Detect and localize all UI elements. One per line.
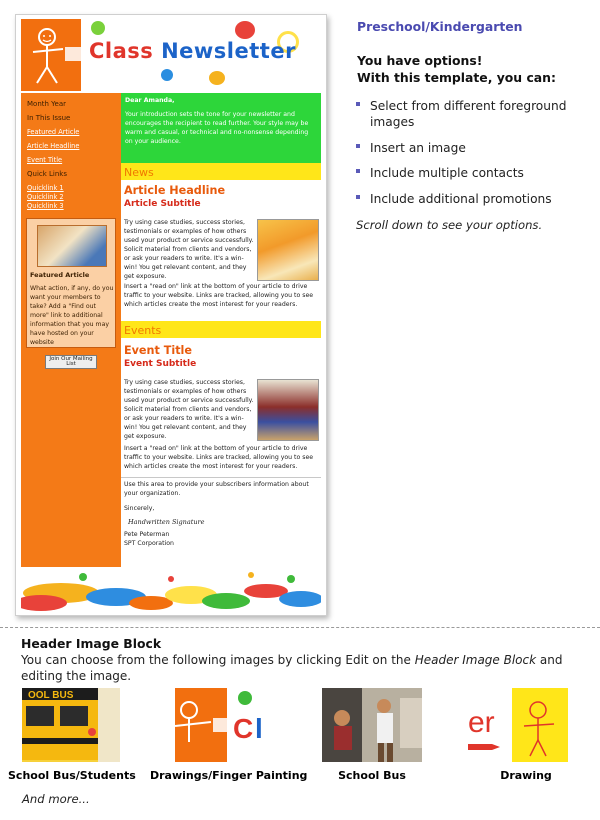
description-text-end: and editing the image. [21,653,563,684]
option-item [356,191,596,207]
option-text: Include additional promotions [370,191,552,206]
options-heading [357,53,556,86]
paint-splatter-footer-image [21,567,321,613]
article-subtitle: Article Subtitle [124,199,201,209]
paint-splash-icon [91,21,105,35]
options-heading-line2: With this template, you can: [357,69,556,85]
header-image-block-title: Header Image Block [21,636,162,651]
newsletter-main-column [121,93,321,567]
school-bus-photo-thumbnail[interactable] [322,688,422,762]
quicklink-3[interactable]: Quicklink 3 [27,202,64,210]
svg-text:er: er [468,706,495,739]
month-year-label: Month Year [27,100,66,108]
featured-article-text: What action, if any, do you want your members to take? Add a "Find out more" link to additional information that you may have hosted on your website [30,285,114,346]
bullet-icon [356,195,360,199]
newsletter-sidebar [21,93,121,567]
issue-link-event-title[interactable]: Event Title [27,156,63,164]
newsletter-title [89,39,296,63]
option-text: Include multiple contacts [370,166,524,181]
school-bus-thumbnail[interactable] [22,688,120,762]
thumbnail-label: Drawing [500,769,552,782]
svg-text:l: l [255,713,263,744]
bullet-icon [356,169,360,173]
paint-splash-icon [161,69,173,81]
description-emphasis: Header Image Block [414,653,537,667]
svg-text:C: C [233,713,254,744]
issue-link-featured-article[interactable]: Featured Article [27,128,80,136]
sincerely-text: Sincerely, [124,504,155,512]
scroll-note: Scroll down to see your options. [356,218,543,232]
article-read-on: Insert a "read on" link at the bottom of your article to drive traffic to your website. Links are tracked, allowing you to see which articles create the most interest for your readers. [124,283,314,308]
newsletter-preview [15,14,327,616]
bullet-icon [356,144,360,148]
quick-links-label: Quick Links [27,170,68,178]
option-item [356,165,596,181]
paint-splash-icon [209,71,225,85]
class-outing-photo [257,379,319,441]
intro-text: Your introduction sets the tone for your newsletter and encourages the recipient to read further. Your style may be warm and casual, or technical and no-nonsense depending on your audience. [125,110,309,145]
in-this-issue-label: In This Issue [27,114,71,122]
event-subtitle: Event Subtitle [124,359,197,369]
article-headline: Article Headline [124,184,226,197]
newsletter-title-part2: Newsletter [161,39,296,63]
newsletter-title-part1: Class [89,39,162,63]
divider [121,477,321,478]
stick-figure-drawing-icon [21,19,81,91]
featured-article-box [26,218,116,348]
svg-text:OOL BUS: OOL BUS [28,690,74,701]
description-text: You can choose from the following images by clicking Edit on the [21,653,415,667]
event-body: Try using case studies, success stories, testimonials or examples of how others used your product or service successfully. Solicit material from clients and vendors, or ask your readers to write. It's a win-win! You get relevant content, and they get exposure. [124,379,254,440]
header-image-block-description [21,652,587,684]
sender-name: Pete Peterman [124,531,170,539]
issue-link-article-headline[interactable]: Article Headline [27,142,80,150]
children-studying-photo [37,225,107,267]
red-handprint-icon [235,21,255,39]
handwritten-signature: Handwritten Signature [128,517,205,526]
bullet-icon [356,102,360,106]
girl-painting-photo [257,219,319,281]
article-body: Try using case studies, success stories, testimonials or examples of how others used your product or service successfully. Solicit material from clients and vendors, or ask your readers to write. It's a win-win! You get relevant content, and they get exposure. [124,219,254,280]
thumbnail-label: Drawings/Finger Painting [150,769,308,782]
newsletter-header-image[interactable] [21,19,321,93]
option-text: Insert an image [370,140,466,155]
greeting-block [121,93,321,163]
finger-painting-thumbnail[interactable] [175,688,277,762]
thumbnail-label: School Bus [338,769,406,782]
option-text: Select from different foreground images [370,99,567,130]
closing-section [124,481,318,549]
and-more-text: And more... [22,792,90,806]
event-read-on: Insert a "read on" link at the bottom of your article to drive traffic to your website. Links are tracked, allowing you to see which articles create the most interest for your readers. [124,445,314,470]
join-mailing-list-button[interactable]: Join Our Mailing List [45,355,97,369]
options-heading-line1: You have options! [357,53,483,68]
drawing-thumbnail[interactable] [466,688,568,762]
option-item [356,98,596,131]
template-category: Preschool/Kindergarten [357,19,523,34]
event-title: Event Title [124,344,192,357]
featured-article-title: Featured Article [30,271,90,279]
quicklink-2[interactable]: Quicklink 2 [27,193,64,201]
thumbnail-label: School Bus/Students [8,769,136,782]
events-section-heading: Events [121,321,321,338]
option-item [356,140,596,156]
news-section-heading: News [121,163,321,180]
options-list [356,98,596,216]
sender-organization: SPT Corporation [124,540,174,548]
quicklink-1[interactable]: Quicklink 1 [27,184,64,192]
greeting-line: Dear Amanda, [125,97,175,104]
section-separator [0,627,600,628]
closing-text: Use this area to provide your subscribers information about your organization. [124,481,309,497]
